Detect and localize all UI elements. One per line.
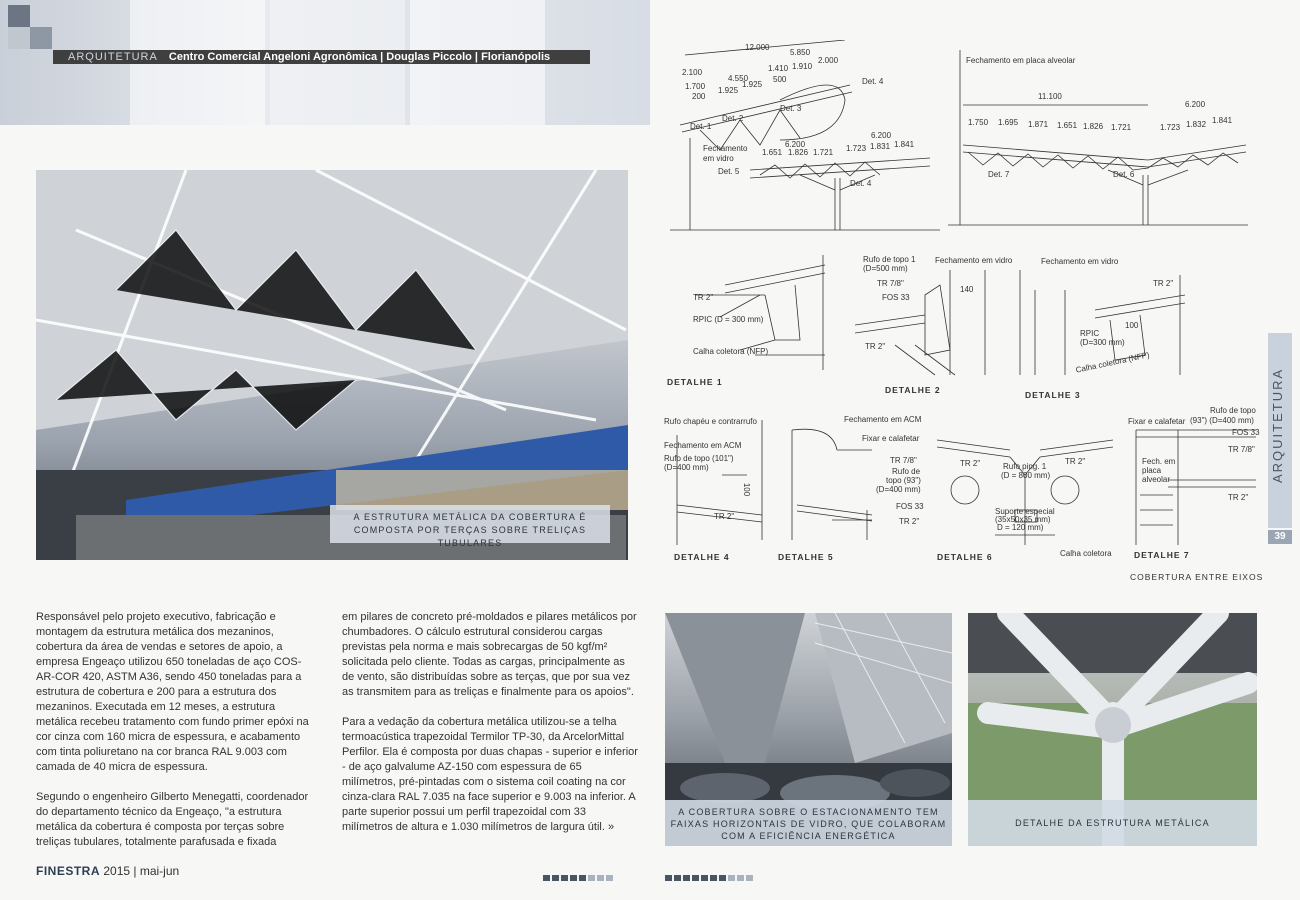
page-dots-left	[543, 868, 615, 886]
page-dots-right	[665, 868, 755, 886]
dim-label: 2.100	[682, 68, 703, 77]
detail-3-drawing	[1025, 255, 1190, 400]
detail-label: TR 2"	[1065, 457, 1086, 466]
dim-label: 1.925	[742, 80, 763, 89]
detail-callout: Det. 3	[780, 104, 802, 113]
dim-label: 1.721	[1111, 123, 1132, 132]
dim-label: 1.700	[685, 82, 706, 91]
dim-label: 1.695	[998, 118, 1019, 127]
detail-label: Rufo de topo (101")	[664, 454, 734, 463]
main-photo-supermarket-roof	[36, 170, 628, 560]
detail-label: Rufo chapéu e contrarrufo	[664, 417, 757, 426]
dim-label: 1.841	[894, 140, 915, 149]
detail-dim: 100	[1125, 321, 1139, 330]
detail-label: Calha coletora	[1060, 549, 1112, 558]
section-title-bar	[53, 50, 590, 64]
dim-label: 1.841	[1212, 116, 1233, 125]
detail-label: Fixar e calafetar	[1128, 417, 1186, 426]
detail-label: TR 2"	[960, 459, 981, 468]
dim-label: 4.550	[728, 74, 749, 83]
dim-label: 1.925	[718, 86, 739, 95]
detail-label: TR 7/8"	[890, 456, 917, 465]
detail-title: DETALHE 3	[1025, 390, 1081, 400]
detail-label: D = 120 mm)	[997, 523, 1044, 532]
dim-label: 5.850	[790, 48, 811, 57]
dim-label: 1.723	[846, 144, 867, 153]
detail-callout: Det. 6	[1113, 170, 1135, 179]
detail-label: TR 2"	[899, 517, 920, 526]
paragraph: em pilares de concreto pré-moldados e pilares metálicos por chumbadores. O cálculo estrutural considerou cargas previstas pela norma e mais sobrecargas de 50 kgf/m² solicitada pelo cliente. Todas as cargas, principalmente as de vento, são distribuídas sobre as terças, que por sua vez as transmitem para as treliças e finalmente para os apoios".	[342, 611, 637, 698]
detail-label: Fechamento em vidro	[1041, 257, 1119, 266]
text-column-2	[342, 610, 638, 850]
dim-label: 6.200	[1185, 100, 1206, 109]
detail-label: (D=400 mm)	[664, 463, 709, 472]
dim-label: 1.826	[1083, 122, 1104, 131]
detail-title: DETALHE 5	[778, 552, 834, 562]
dim-label: 1.651	[762, 148, 783, 157]
detail-title: DETALHE 6	[937, 552, 993, 562]
text-column-1	[36, 610, 316, 865]
dim-label: 1.871	[1028, 120, 1049, 129]
detail-label: RPIC (D = 300 mm)	[693, 315, 764, 324]
detail-label: (D=300 mm)	[1080, 338, 1125, 347]
detail-dim: 140	[960, 285, 974, 294]
structure-photo-caption: DETALHE DA ESTRUTURA METÁLICA	[968, 800, 1257, 846]
article-title: Centro Comercial Angeloni Agronômica | Douglas Piccolo | Florianópolis	[168, 51, 551, 63]
paragraph: Responsável pelo projeto executivo, fabricação e montagem da estrutura metálica dos mezaninos, cobertura da área de vendas e setores de apoio, a empresa Engeaço utilizou 650 toneladas de aço COS-AR-COR 420, ASTM A36, sendo 450 toneladas para a estrutura de cobertura e 200 para a estrutura dos mezaninos. Executada em 12 meses, a estrutura metálica recebeu tratamento com fundo primer epóxi na cor cinza com 160 micra de espessura, e acabamento com tinta poliuretano na cor branca RAL 9.003 com camada de 40 micra de espessura.	[36, 611, 309, 773]
detail-label: (D = 800 mm)	[1001, 471, 1051, 480]
dim-label: 6.200	[785, 140, 806, 149]
paragraph: Para a vedação da cobertura metálica utilizou-se a telha termoacústica trapezoidal Termilor TP-30, da ArcelorMittal Perfilor. Ela é composta por duas chapas - superior e inferior - de aço galvalume AZ-150 com espessura de 65 milímetros, pré-pintadas com o sistema coil coating na cor cinza-clara RAL 7.035 na face superior e 9.003 na inferior. A parte superior possui um perfil trapezoidal com 33 milímetros de altura e 1.030 milímetros de largura útil. »	[342, 716, 638, 833]
roof-truss-illustration	[36, 170, 628, 560]
detail-5-drawing	[772, 410, 922, 565]
roof-section-drawing-left	[670, 40, 940, 235]
paragraph: Segundo o engenheiro Gilberto Menegatti, coordenador do departamento técnico da Engeaço, "a estrutura metálica da cobertura é composta por terças sobre treliças tubulares, totalmente parafusada e fixada	[36, 791, 309, 848]
detail-label: (93") (D=400 mm)	[1190, 416, 1254, 425]
page-number: 39	[1268, 530, 1292, 544]
detail-title: DETALHE 1	[667, 377, 723, 387]
detail-label: FOS 33	[882, 293, 910, 302]
issue-date: 2015 | mai-jun	[103, 864, 180, 878]
dim-label: 2.000	[818, 56, 839, 65]
detail-label: TR 7/8"	[877, 279, 904, 288]
detail-label: RPIC	[1080, 329, 1100, 338]
detail-label: TR 7/8"	[1228, 445, 1255, 454]
dim-label: 1.832	[1186, 120, 1207, 129]
detail-label: Rufo de topo	[1210, 406, 1256, 415]
logo-squares	[8, 5, 52, 49]
detail-label: TR 2"	[693, 293, 714, 302]
detail-label: Rufo ping. 1	[1003, 462, 1047, 471]
roof-section-lines	[948, 50, 1248, 230]
dim-label: 1.910	[792, 62, 813, 71]
detail-label: Rufo de topo 1	[863, 255, 916, 264]
detail-label: TR 2"	[1228, 493, 1249, 502]
dim-label: 1.750	[968, 118, 989, 127]
detail-label: topo (93")	[886, 476, 921, 485]
detail-label: TR 2"	[1153, 279, 1174, 288]
detail-title: DETALHE 2	[885, 385, 941, 395]
section-side-tab	[1268, 333, 1292, 528]
detail-label: (D=500 mm)	[863, 264, 908, 273]
detail-callout: Det. 4	[850, 179, 872, 188]
dim-label: 1.826	[788, 148, 809, 157]
side-tab-label: ARQUITETURA	[1270, 367, 1285, 483]
detail-callout: Det. 4	[862, 77, 884, 86]
detail-label: (35x50x35 mm)	[995, 515, 1051, 524]
glass-closure-label: Fechamento em vidro	[703, 144, 748, 163]
footer-issue	[36, 864, 179, 878]
dim-label: 1.721	[813, 148, 834, 157]
detail-2-drawing	[855, 255, 1025, 400]
detail-6-drawing	[935, 435, 1115, 565]
detail-callout: Det. 7	[988, 170, 1010, 179]
dim-label: 1.831	[870, 142, 891, 151]
detail-title: DETALHE 4	[674, 552, 730, 562]
dim-label: 200	[692, 92, 706, 101]
detail-label: Rufo de	[892, 467, 921, 476]
detail-label: Fechamento em ACM	[844, 415, 922, 424]
main-photo-caption: A ESTRUTURA METÁLICA DA COBERTURA É COMPOSTA POR TERÇAS SOBRE TRELIÇAS TUBULARES	[330, 505, 610, 543]
detail-label: Calha coletora (NFP)	[693, 347, 769, 356]
detail-callout: Det. 2	[722, 114, 744, 123]
drawings-caption: COBERTURA ENTRE EIXOS	[1130, 572, 1264, 582]
detail-lines	[855, 255, 1025, 380]
dim-label: 1.723	[1160, 123, 1181, 132]
detail-1-drawing	[665, 255, 830, 390]
detail-callout: Det. 5	[718, 167, 740, 176]
detail-label: FOS 33	[896, 502, 924, 511]
detail-label: Suporte especial	[995, 507, 1055, 516]
detail-label: FOS 33	[1232, 428, 1260, 437]
detail-label: (D=400 mm)	[876, 485, 921, 494]
roof-section-drawing-right	[948, 50, 1248, 230]
detail-label: Fech. em placa alveolar	[1142, 457, 1176, 484]
section-label: ARQUITETURA	[68, 51, 158, 63]
detail-dim: 100	[742, 482, 752, 497]
detail-label: TR 2"	[865, 342, 886, 351]
detail-title: DETALHE 7	[1134, 550, 1190, 560]
detail-callout: Det. 1	[690, 122, 712, 131]
detail-label: Calha coletora (NFP)	[1074, 350, 1151, 375]
detail-label: Fixar e calafetar	[862, 434, 920, 443]
parking-photo-caption: A COBERTURA SOBRE O ESTACIONAMENTO TEM FAIXAS HORIZONTAIS DE VIDRO, QUE COLABORAM COM A EFICIÊNCIA ENERGÉTICA	[665, 800, 952, 846]
detail-label: TR 2"	[714, 512, 735, 521]
dim-label: 12.000	[745, 43, 770, 52]
detail-label: Fechamento em ACM	[664, 441, 742, 450]
dim-label: 1.651	[1057, 121, 1078, 130]
detail-lines	[662, 415, 772, 545]
dim-label: 500	[773, 75, 787, 84]
dim-label: 11.100	[1038, 92, 1062, 101]
detail-4-drawing	[662, 415, 772, 565]
placa-alveolar-label: Fechamento em placa alveolar	[966, 56, 1076, 65]
magazine-brand: FINESTRA	[36, 864, 100, 878]
dim-label: 1.410	[768, 64, 789, 73]
dim-label: 6.200	[871, 131, 892, 140]
detail-7-drawing	[1128, 405, 1258, 565]
detail-label: Fechamento em vidro	[935, 256, 1013, 265]
